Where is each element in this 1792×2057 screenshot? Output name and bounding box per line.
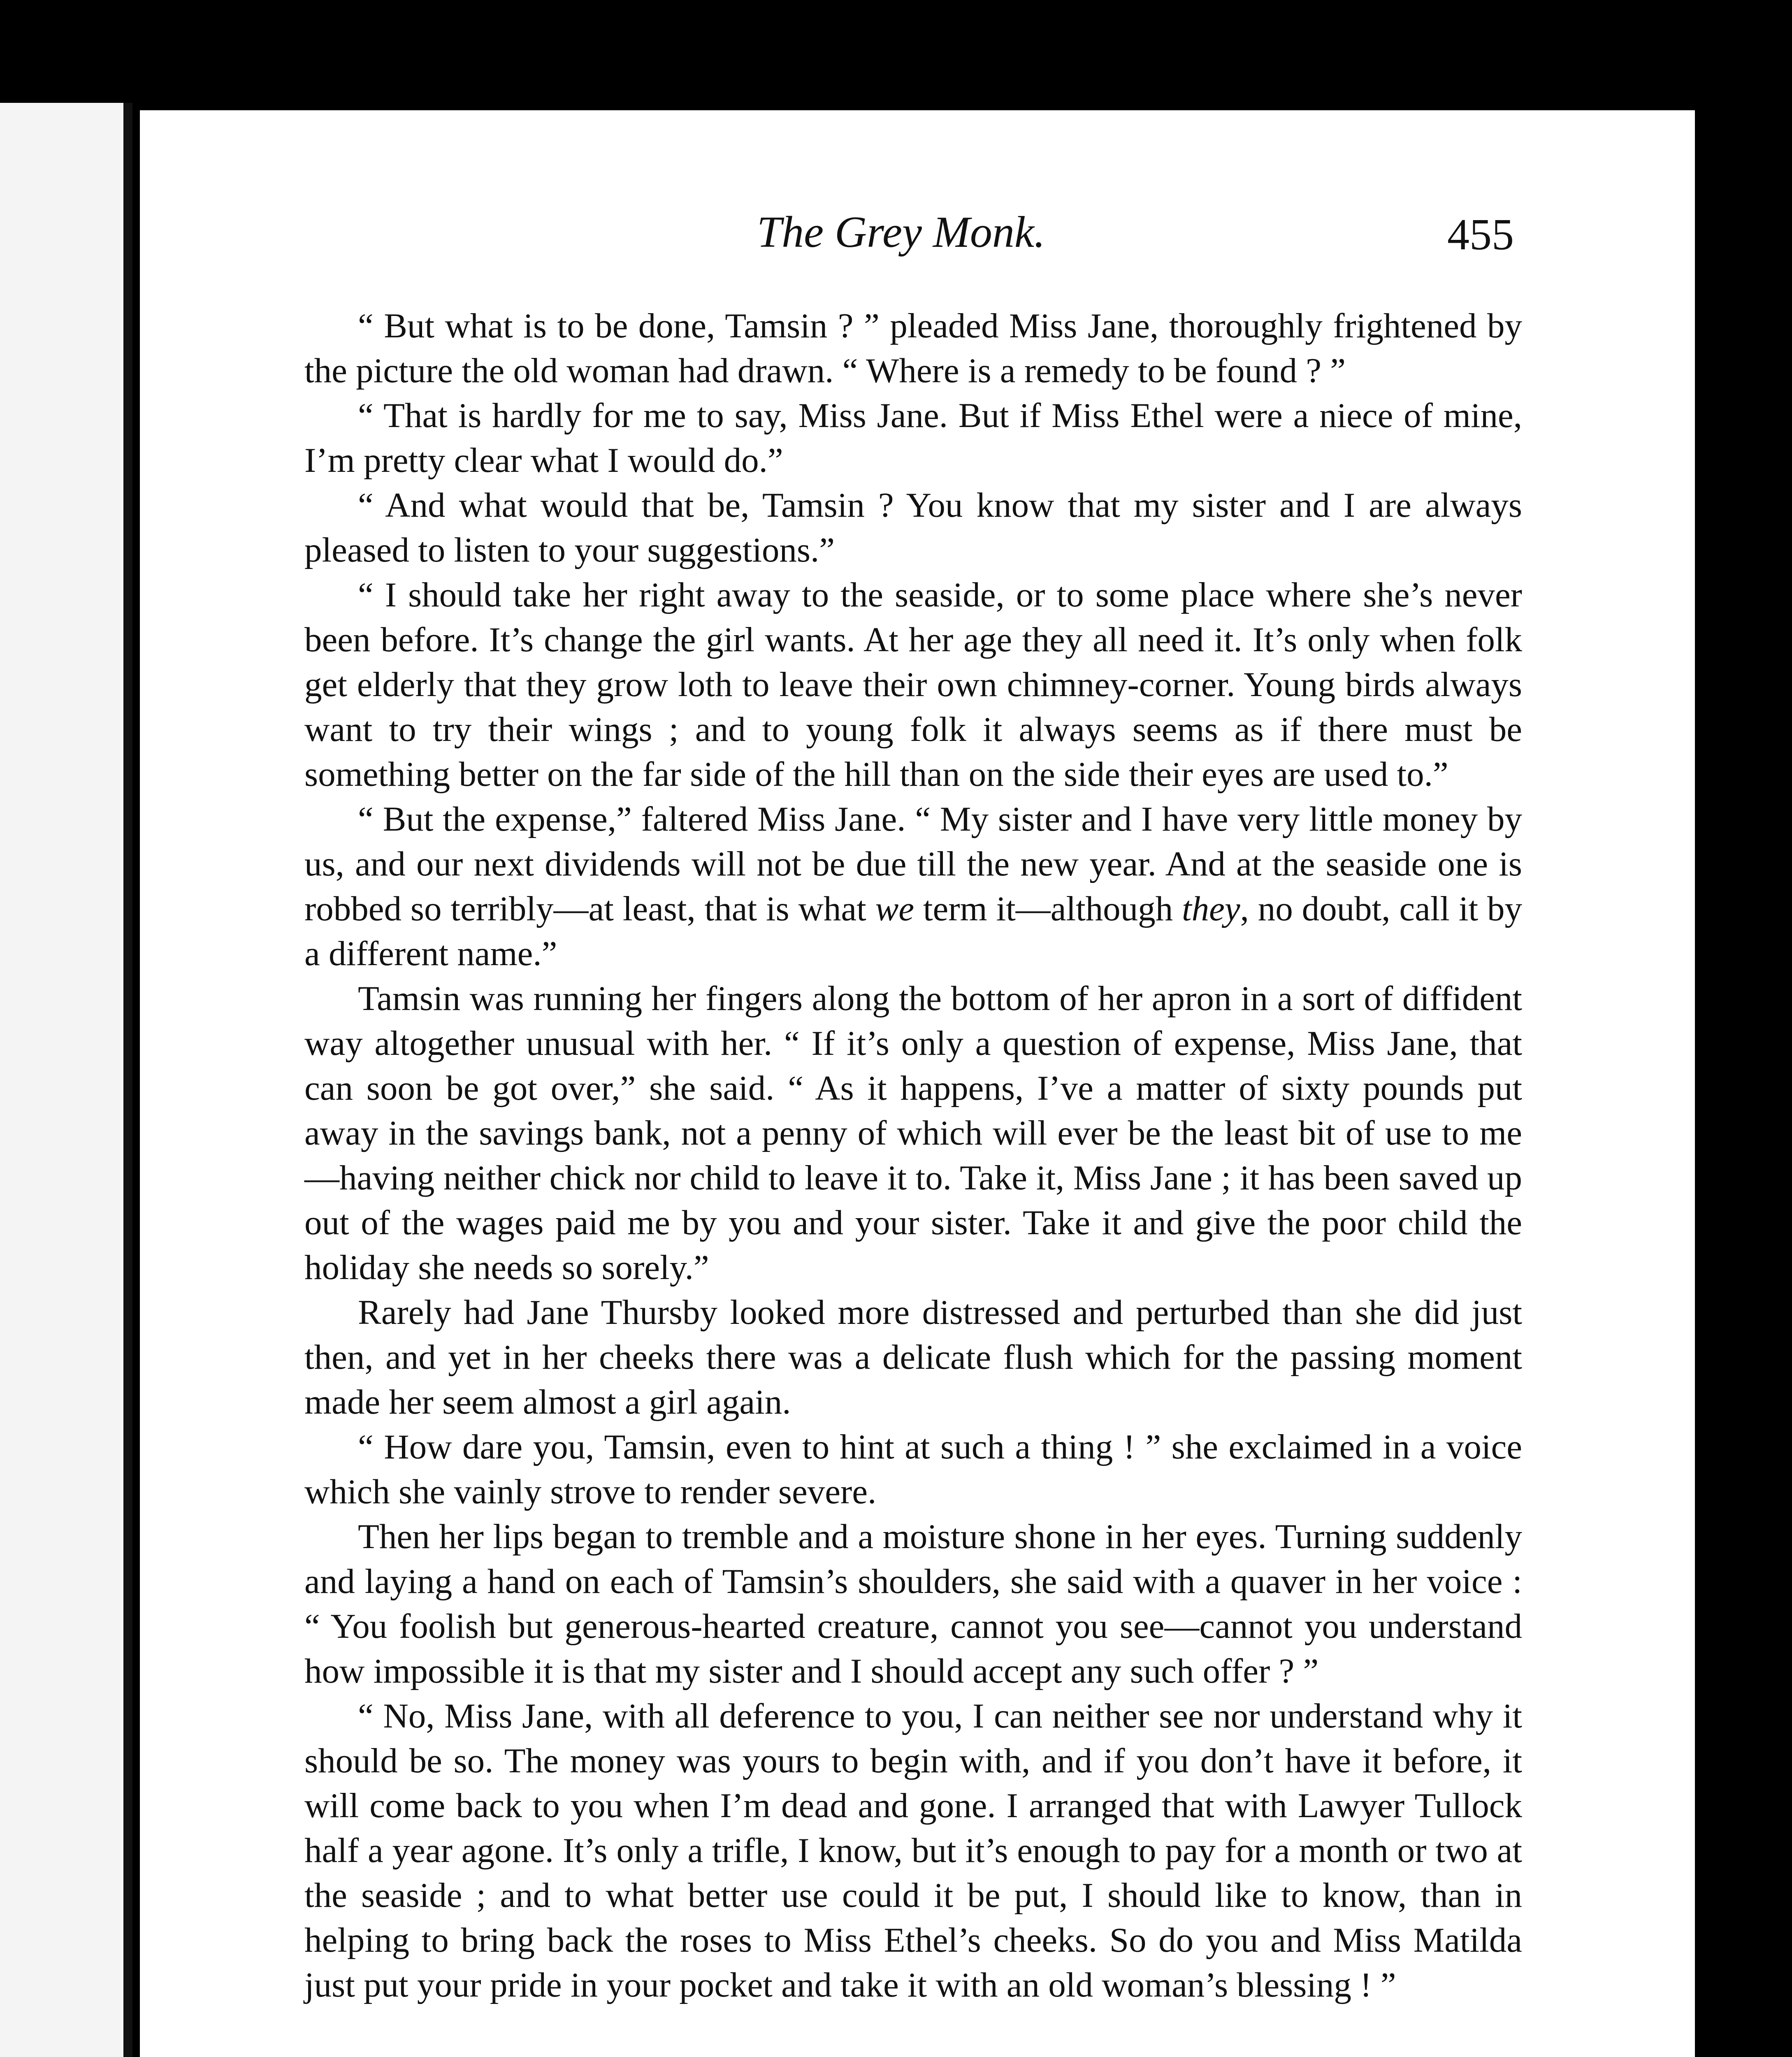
text-run: “ I should take her right away to the seaside, or to some place where she’s never been before. It’s change the girl wants. At her age they all need it. It’s only when folk get elderly that they grow loth to leave their own chimney-corner. Young birds always want to try their wings ; and to young folk it always seems as if there must be something better on the far side of the hill than on the side their eyes are used to.” — [304, 576, 1522, 794]
text-run: “ And what would that be, Tamsin ? You know that my sister and I are always pleased to listen to your suggestions.” — [304, 486, 1522, 569]
text-run: Tamsin was running her fingers along the bottom of her apron in a sort of diffident way altogether unusual with her. “ If it’s only a question of expense, Miss Jane, that can soon be got over,” she said. “ As it happens, I’ve a matter of sixty pounds put away in the savings bank, not a penny of which will ever be the least bit of use to me—having neither chick nor child to leave it to. Take it, Miss Jane ; it has been saved up out of the wages paid me by you and your sister. Take it and give the poor child the holiday she needs so sorely.” — [304, 979, 1522, 1287]
paragraph — [304, 483, 1522, 573]
page-number: 455 — [1447, 210, 1514, 259]
paragraph — [304, 1425, 1522, 1514]
text-run: “ That is hardly for me to say, Miss Jane. But if Miss Ethel were a niece of mine, I’m pretty clear what I would do.” — [304, 396, 1522, 480]
book-page — [140, 110, 1695, 2057]
paragraph — [304, 393, 1522, 483]
text-run: “ No, Miss Jane, with all deference to you, I can neither see nor understand why it should be so. The money was yours to begin with, and if you don’t have it before, it will come back to you when I’m dead and gone. I arranged that with Lawyer Tullock half a year agone. It’s only a trifle, I know, but it’s enough to pay for a month or two at the seaside ; and to what better use could it be put, I should like to know, than in helping to bring back the roses to Miss Ethel’s cheeks. So do you and Miss Matilda just put your pride in your pocket and take it with an old woman’s blessing ! ” — [304, 1697, 1522, 2004]
body-text — [304, 304, 1522, 2008]
paragraph — [304, 1514, 1522, 1694]
running-title: The Grey Monk. — [757, 208, 1045, 257]
text-run: Rarely had Jane Thursby looked more distressed and perturbed than she did just then, and yet in her cheeks there was a delicate flush which for the passing moment made her seem almost a girl again. — [304, 1293, 1522, 1421]
text-run: “ But what is to be done, Tamsin ? ” pleaded Miss Jane, thoroughly frightened by the picture the old woman had drawn. “ Where is a remedy to be found ? ” — [304, 306, 1522, 390]
paragraph — [304, 797, 1522, 976]
text-run: , no doubt, call it by a different name.” — [304, 889, 1522, 973]
paragraph — [304, 304, 1522, 393]
paragraph — [304, 573, 1522, 797]
text-run: term it—although — [914, 889, 1182, 928]
italic-text: we — [875, 889, 914, 928]
paragraph — [304, 1694, 1522, 2008]
text-run: “ But the expense,” faltered Miss Jane. “ My sister and I have very little money by us, and our next dividends will not be due till the new year. And at the seaside one is robbed so terribly—at least, that is what — [304, 800, 1522, 928]
paragraph — [304, 1290, 1522, 1425]
facing-page-edge — [0, 103, 132, 2057]
paragraph — [304, 976, 1522, 1290]
italic-text: they — [1182, 889, 1240, 928]
page-header — [140, 207, 1695, 269]
text-run: Then her lips began to tremble and a moisture shone in her eyes. Turning suddenly and laying a hand on each of Tamsin’s shoulders, she said with a quaver in her voice : “ You foolish but generous-hearted creature, cannot you see—cannot you understand how impossible it is that my sister and I should accept any such offer ? ” — [304, 1517, 1522, 1690]
text-run: “ How dare you, Tamsin, even to hint at such a thing ! ” she exclaimed in a voice which she vainly strove to render severe. — [304, 1428, 1522, 1511]
